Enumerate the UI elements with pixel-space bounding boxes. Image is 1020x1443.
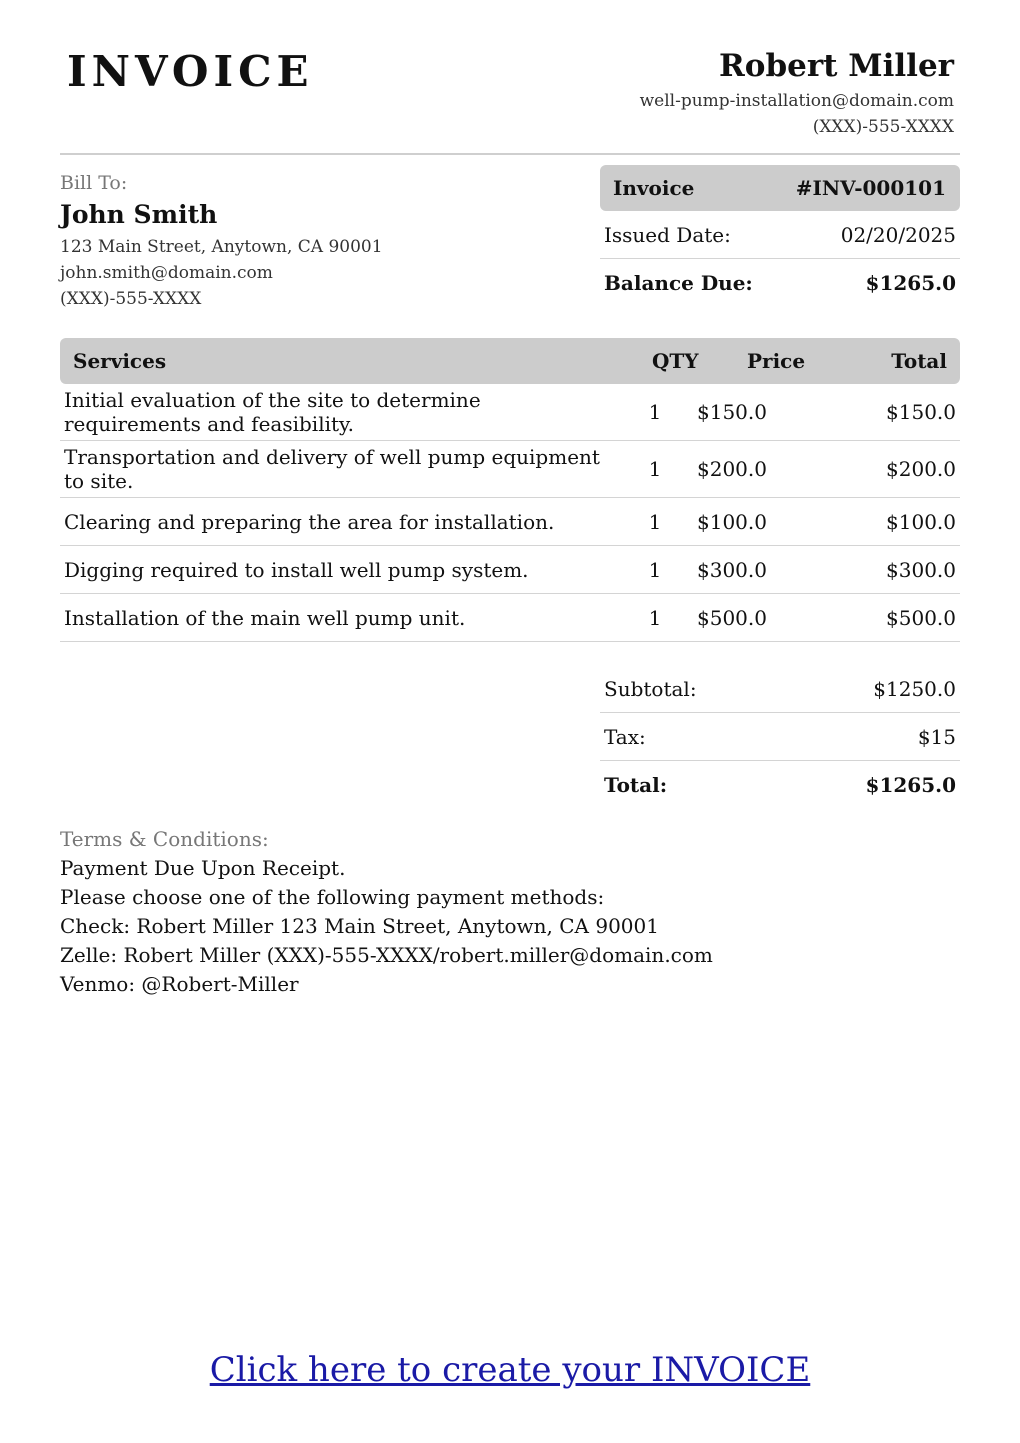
- bill-to-section: [60, 170, 580, 312]
- table-row: [60, 441, 960, 498]
- totals-section: [600, 665, 960, 808]
- service-description: Installation of the main well pump unit.: [64, 605, 466, 630]
- seller-info: [640, 44, 954, 140]
- table-row: [60, 594, 960, 642]
- subtotal-label: Subtotal:: [604, 676, 697, 701]
- services-header-row: [60, 338, 960, 384]
- invoice-label: Invoice: [613, 176, 695, 200]
- header-total: Total: [891, 349, 947, 373]
- service-qty: 1: [648, 557, 662, 582]
- tax-row: [600, 713, 960, 761]
- service-price: $500.0: [697, 605, 767, 630]
- terms-line: Payment Due Upon Receipt.: [60, 856, 346, 880]
- total-row: [600, 761, 960, 808]
- issued-date-label: Issued Date:: [604, 222, 731, 247]
- terms-section: [60, 825, 960, 999]
- service-description: Digging required to install well pump system.: [64, 557, 529, 582]
- service-total: $200.0: [886, 457, 956, 481]
- bill-to-name: John Smith: [60, 200, 218, 229]
- service-total: $100.0: [886, 509, 956, 534]
- create-invoice-cta: [0, 1350, 1020, 1390]
- services-table: [60, 338, 960, 642]
- service-price: $100.0: [697, 509, 767, 534]
- header-divider: [60, 153, 960, 155]
- header-price: Price: [747, 349, 806, 373]
- balance-due-row: [600, 259, 960, 306]
- service-total: $500.0: [886, 605, 956, 630]
- bill-to-address: 123 Main Street, Anytown, CA 90001: [60, 237, 383, 257]
- terms-line: Please choose one of the following payment methods:: [60, 885, 605, 909]
- total-label: Total:: [604, 772, 668, 797]
- seller-email: well-pump-installation@domain.com: [639, 91, 954, 111]
- issued-date-value: 02/20/2025: [840, 222, 956, 247]
- service-price: $300.0: [697, 557, 767, 582]
- service-qty: 1: [648, 457, 662, 481]
- seller-phone: (XXX)-555-XXXX: [812, 117, 954, 137]
- service-total: $300.0: [886, 557, 956, 582]
- terms-line: Check: Robert Miller 123 Main Street, Anytown, CA 90001: [60, 914, 659, 938]
- service-total: $150.0: [886, 400, 956, 424]
- total-value: $1265.0: [865, 772, 956, 797]
- table-row: [60, 546, 960, 594]
- bill-to-label: Bill To:: [60, 172, 128, 194]
- header-qty: QTY: [652, 349, 699, 373]
- balance-due-value: $1265.0: [865, 270, 956, 295]
- balance-due-label: Balance Due:: [604, 270, 753, 295]
- invoice-title: INVOICE: [67, 47, 314, 96]
- service-description: Transportation and delivery of well pump equipment to site.: [64, 445, 600, 493]
- table-row: [60, 384, 960, 441]
- service-qty: 1: [648, 400, 662, 424]
- seller-name: Robert Miller: [719, 48, 954, 84]
- service-price: $200.0: [697, 457, 767, 481]
- terms-line: Venmo: @Robert-Miller: [60, 972, 299, 996]
- service-qty: 1: [648, 509, 662, 534]
- tax-label: Tax:: [604, 724, 646, 749]
- invoice-meta: [600, 165, 960, 306]
- service-price: $150.0: [697, 400, 767, 424]
- subtotal-row: [600, 665, 960, 713]
- tax-value: $15: [917, 724, 956, 749]
- service-description: Clearing and preparing the area for installation.: [64, 509, 555, 534]
- bill-to-email: john.smith@domain.com: [60, 263, 273, 283]
- create-invoice-link[interactable]: Click here to create your INVOICE: [209, 1350, 811, 1390]
- table-row: [60, 498, 960, 546]
- service-qty: 1: [648, 605, 662, 630]
- subtotal-value: $1250.0: [873, 676, 956, 701]
- invoice-number-header: [600, 165, 960, 211]
- issued-date-row: [600, 211, 960, 259]
- terms-line: Zelle: Robert Miller (XXX)-555-XXXX/robert.miller@domain.com: [60, 943, 713, 967]
- bill-to-phone: (XXX)-555-XXXX: [60, 289, 202, 309]
- invoice-number: #INV-000101: [795, 176, 946, 200]
- service-description: Initial evaluation of the site to determine requirements and feasibility.: [64, 388, 481, 436]
- header-services: Services: [73, 349, 167, 373]
- terms-label: Terms & Conditions:: [60, 827, 269, 851]
